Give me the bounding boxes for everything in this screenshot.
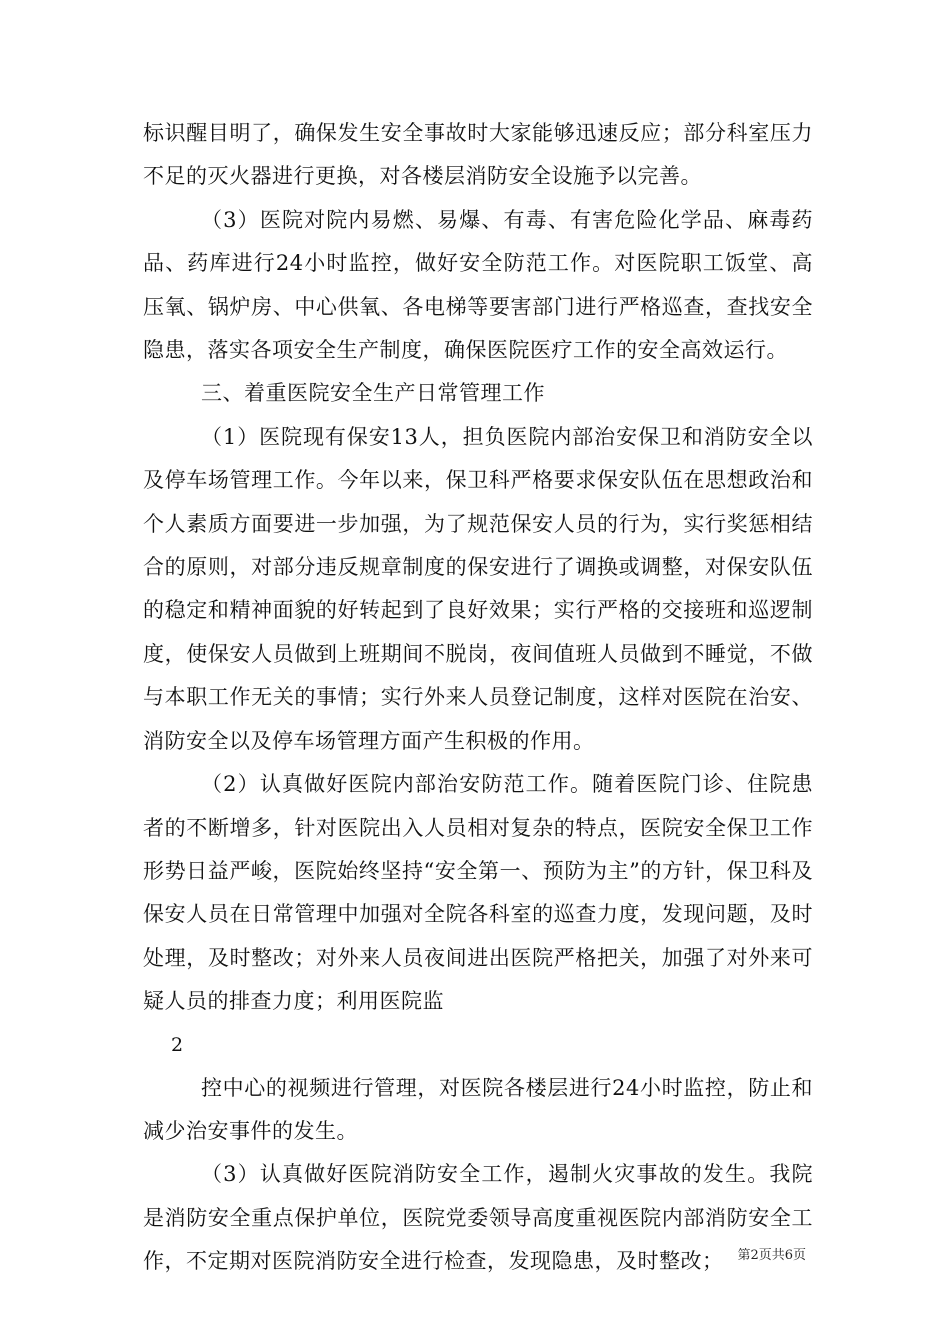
inline-page-number: 2 [171,1033,184,1056]
paragraph-internal-security: （2）认真做好医院内部治安防范工作。随着医院门诊、住院患者的不断增多，针对医院出入人员相对复杂的特点，医院安全保卫工作形势日益严峻，医院始终坚持“安全第一、预防为主”的方针，保卫科及保安人员在日常管理中加强对全院各科室的巡查力度，发现问题，及时处理，及时整改；对外来人员夜间进出医院严格把关，加强了对外来可疑人员的排查力度；利用医院监 [143,772,813,1014]
section-heading-daily-management: 三、着重医院安全生产日常管理工作 [201,381,545,406]
paragraph-security-staff: （1）医院现有保安13人，担负医院内部治安保卫和消防安全以及停车场管理工作。今年以来，保卫科严格要求保安队伍在思想政治和个人素质方面要进一步加强，为了规范保安人员的行为，实行奖惩相结合的原则，对部分违反规章制度的保安进行了调换或调整，对保安队伍的稳定和精神面貌的好转起到了良好效果；实行严格的交接班和巡逻制度，使保安人员做到上班期间不脱岗，夜间值班人员做到不睡觉，不做与本职工作无关的事情；实行外来人员登记制度，这样对医院在治安、消防安全以及停车场管理方面产生积极的作用。 [143,424,813,753]
paragraph-hazardous-monitoring: （3）医院对院内易燃、易爆、有毒、有害危险化学品、麻毒药品、药库进行24小时监控，做好安全防范工作。对医院职工饭堂、高压氧、锅炉房、中心供氧、各电梯等要害部门进行严格巡查，查找安全隐患，落实各项安全生产制度，确保医院医疗工作的安全高效运行。 [143,207,813,363]
paragraph-video-monitoring: 控中心的视频进行管理，对医院各楼层进行24小时监控，防止和减少治安事件的发生。 [143,1075,813,1143]
document-body [143,112,813,1284]
paragraph-fire-safety: （3）认真做好医院消防安全工作，遏制火灾事故的发生。我院是消防安全重点保护单位，医院党委领导高度重视医院内部消防安全工作，不定期对医院消防安全进行检查，发现隐患，及时整改； [143,1162,813,1274]
paragraph-fire-equipment-cont: 标识醒目明了，确保发生安全事故时大家能够迅速反应；部分科室压力不足的灭火器进行更换，对各楼层消防安全设施予以完善。 [143,121,813,189]
page-footer-label: 第2页共6页 [737,1248,806,1263]
